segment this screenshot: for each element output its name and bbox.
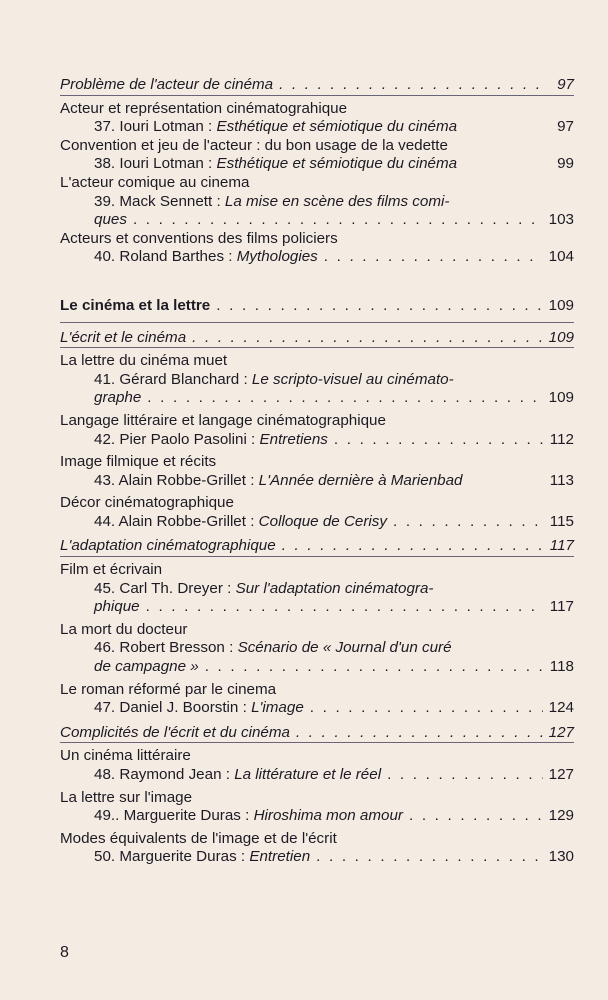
entry-author: Daniel J. Boorstin :	[119, 699, 247, 717]
entry-work: La mise en scène des films comi-	[224, 192, 450, 210]
entry-row	[60, 598, 574, 617]
entry-row	[60, 248, 574, 267]
entry-text	[60, 580, 574, 599]
table-of-contents	[60, 76, 574, 867]
entry-row	[60, 848, 574, 867]
entry-author: Robert Bresson :	[119, 639, 234, 657]
entry-work-continued: phique	[94, 598, 140, 616]
entry-text	[94, 155, 457, 174]
group-heading: Un cinéma littéraire	[60, 747, 191, 765]
page-ref: 99	[557, 155, 574, 173]
entry-number: 44.	[94, 512, 116, 530]
section-title: Complicités de l'écrit et du cinéma	[60, 723, 290, 741]
entry-row	[60, 658, 574, 677]
page-number: 8	[60, 944, 69, 961]
entry-text	[94, 431, 328, 450]
group-heading: Acteur et représentation cinématograhique	[60, 99, 348, 117]
page-ref: 113	[549, 471, 574, 489]
section-title-row	[60, 537, 574, 556]
entry-row	[60, 389, 574, 408]
entry-number: 38.	[94, 155, 116, 173]
entry-text	[94, 248, 318, 267]
entry-work: Esthétique et sémiotique du cinéma	[216, 118, 458, 136]
entry-work-continued: de campagne »	[94, 658, 199, 676]
group-heading: Film et écrivain	[60, 561, 163, 579]
entry-text	[94, 848, 310, 867]
entry-text	[94, 472, 463, 491]
group-heading: Le roman réformé par le cinema	[60, 680, 277, 698]
entry-row	[60, 513, 574, 532]
dot-leader	[192, 329, 543, 348]
entry-author: Mack Sennett :	[119, 192, 221, 210]
entry-number: 40.	[94, 248, 116, 266]
dot-leader	[393, 513, 544, 532]
entry-author: Alain Robbe-Grillet :	[118, 512, 255, 530]
page-ref: 109	[548, 328, 574, 346]
entry-number: 49..	[94, 807, 120, 825]
section-title: L'écrit et le cinéma	[60, 328, 187, 346]
chapter-title-row	[60, 297, 574, 316]
entry-text	[94, 513, 387, 532]
group-heading: Acteurs et conventions des films policiers	[60, 229, 338, 247]
entry-work: Le scripto-visuel au cinémato-	[251, 370, 454, 388]
page-ref: 117	[549, 537, 574, 555]
group-heading: La lettre du cinéma muet	[60, 352, 228, 370]
entry-number: 48.	[94, 766, 116, 783]
dot-leader	[147, 389, 542, 408]
entry-row	[60, 155, 574, 174]
entry-row	[60, 211, 574, 230]
dot-leader	[296, 724, 543, 743]
entry-number: 37.	[94, 118, 116, 136]
dot-leader	[282, 537, 544, 556]
entry-author: Marguerite Duras :	[119, 848, 246, 866]
group-heading: La lettre sur l'image	[60, 788, 193, 806]
page-ref: 117	[549, 598, 574, 616]
dot-leader	[324, 248, 543, 267]
dot-leader	[310, 699, 543, 718]
dot-leader	[334, 431, 544, 450]
group-heading: La mort du docteur	[60, 620, 188, 638]
entry-work: La littérature et le réel	[234, 766, 382, 783]
entry-work-continued: ques	[94, 211, 127, 229]
dot-leader	[316, 848, 543, 867]
dot-leader	[133, 211, 543, 230]
dot-leader	[279, 76, 544, 95]
entry-text	[94, 118, 457, 137]
entry-work: Colloque de Cerisy	[258, 512, 387, 530]
entry-row	[60, 699, 574, 718]
page-ref: 97	[557, 76, 574, 93]
entry-work: Entretien	[249, 848, 311, 866]
entry-author: Iouri Lotman :	[119, 155, 213, 173]
entry-row	[60, 766, 574, 785]
entry-number: 45.	[94, 579, 116, 597]
section-title: Problème de l'acteur de cinéma	[60, 76, 274, 93]
entry-author: Iouri Lotman :	[119, 118, 213, 136]
entry-text	[94, 807, 403, 826]
entry-work: Scénario de « Journal d'un curé	[237, 639, 452, 657]
entry-author: Pier Paolo Pasolini :	[119, 430, 256, 448]
dot-leader	[216, 297, 542, 316]
entry-work: Esthétique et sémiotique du cinéma	[216, 155, 458, 173]
entry-number: 46.	[94, 639, 116, 657]
entry-author: Gérard Blanchard :	[119, 370, 248, 388]
page-ref: 127	[548, 723, 574, 741]
entry-number: 41.	[94, 370, 116, 388]
entry-work: Mythologies	[236, 248, 318, 266]
section-title-row	[60, 329, 574, 348]
group-heading: Convention et jeu de l'acteur : du bon usage de la vedette	[60, 136, 448, 154]
entry-row	[60, 118, 574, 137]
group-heading: Image filmique et récits	[60, 453, 217, 471]
entry-work: Hiroshima mon amour	[253, 807, 403, 825]
page-ref: 112	[549, 430, 574, 448]
group-heading: Modes équivalents de l'image et de l'écrit	[60, 829, 337, 847]
entry-work: Sur l'adaptation cinématogra-	[235, 579, 434, 597]
dot-leader	[205, 658, 544, 677]
group-heading: Décor cinématographique	[60, 494, 234, 512]
entry-text	[94, 699, 304, 718]
section-title-row	[60, 76, 574, 95]
entry-text	[60, 639, 574, 658]
entry-row	[60, 472, 574, 491]
entry-number: 47.	[94, 699, 116, 717]
entry-number: 50.	[94, 848, 116, 866]
entry-number: 43.	[94, 471, 116, 489]
page-ref: 104	[548, 248, 574, 266]
page-ref: 109	[548, 389, 574, 407]
group-heading: Langage littéraire et langage cinématographique	[60, 411, 386, 429]
page-ref: 109	[548, 296, 574, 314]
page-ref: 130	[548, 848, 574, 866]
entry-row	[60, 431, 574, 450]
entry-number: 42.	[94, 430, 116, 448]
entry-author: Carl Th. Dreyer :	[119, 579, 232, 597]
entry-work: L'image	[251, 699, 304, 717]
page-ref: 103	[548, 211, 574, 229]
entry-work: Entretiens	[259, 430, 328, 448]
dot-leader	[387, 766, 543, 785]
chapter-title: Le cinéma et la lettre	[60, 296, 211, 314]
entry-author: Marguerite Duras :	[123, 807, 250, 825]
page-ref: 118	[549, 658, 574, 676]
entry-work: L'Année dernière à Marienbad	[258, 471, 463, 489]
entry-author: Alain Robbe-Grillet :	[118, 471, 255, 489]
page-ref: 97	[557, 118, 574, 136]
entry-text	[94, 766, 381, 785]
section-title: L'adaptation cinématographique	[60, 537, 276, 555]
entry-number: 39.	[94, 192, 116, 210]
entry-author: Roland Barthes :	[119, 248, 233, 266]
section-title-row	[60, 724, 574, 743]
page-ref: 115	[549, 512, 574, 530]
entry-text	[60, 371, 574, 390]
group-heading: L'acteur comique au cinema	[60, 173, 250, 191]
page-ref: 129	[548, 807, 574, 825]
page-ref: 127	[548, 766, 574, 783]
page-ref: 124	[548, 699, 574, 717]
dot-leader	[146, 598, 544, 617]
entry-work-continued: graphe	[94, 389, 142, 407]
dot-leader	[409, 807, 543, 826]
entry-author: Raymond Jean :	[119, 766, 230, 783]
entry-text	[60, 193, 574, 212]
entry-row	[60, 807, 574, 826]
